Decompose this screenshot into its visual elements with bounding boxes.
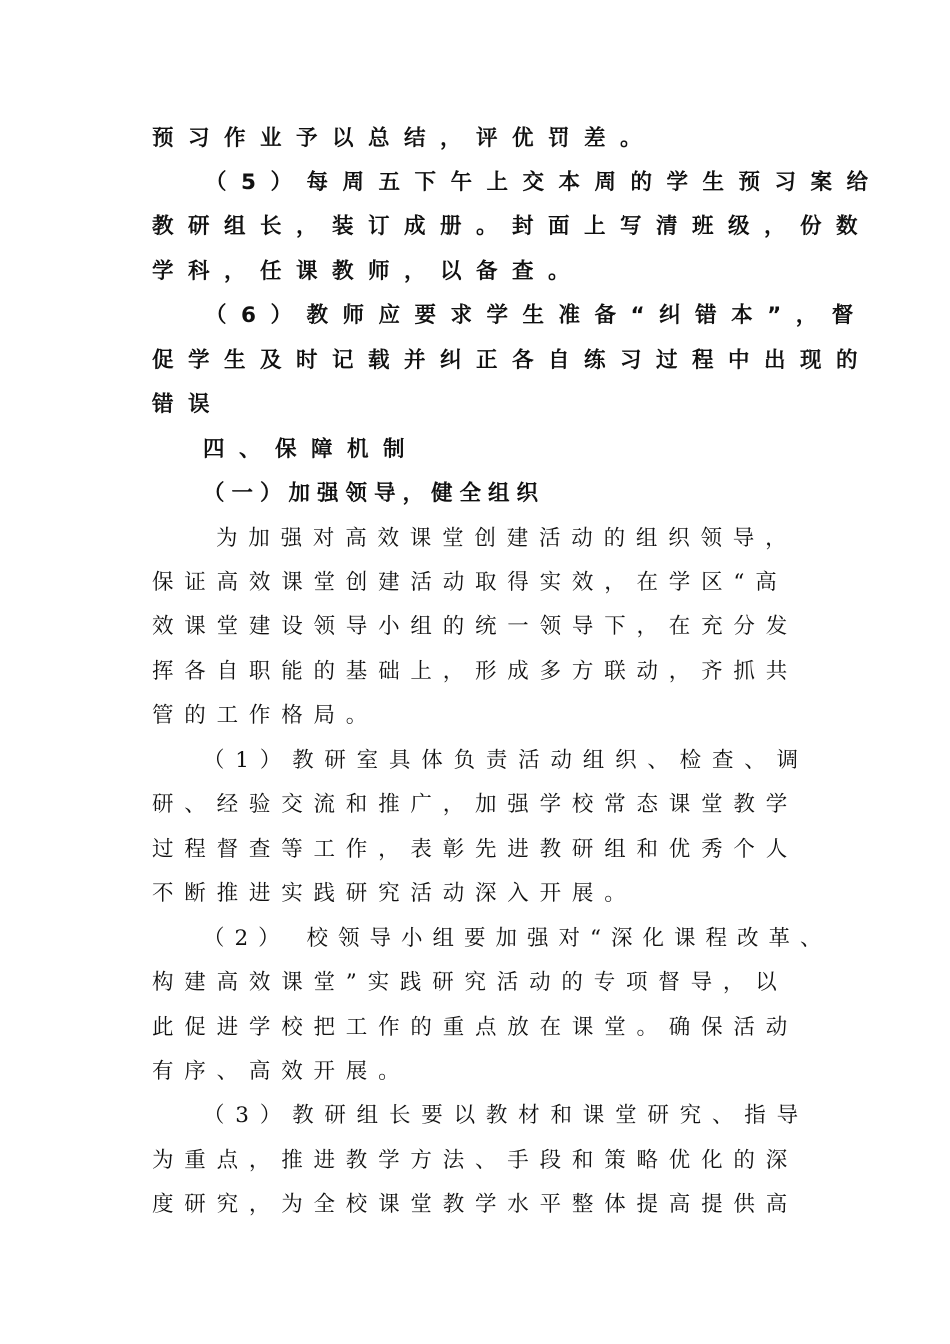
text-line: 构建高效课堂”实践研究活动的专项督导，以	[152, 970, 788, 995]
text-line: 为重点，推进教学方法、手段和策略优化的深	[152, 1148, 799, 1173]
text-line: 挥各自职能的基础上，形成多方联动，齐抓共	[152, 659, 799, 684]
text-line: 教研组长，装订成册。封面上写清班级，份数	[152, 214, 873, 239]
text-line: 促学生及时记载并纠正各自练习过程中出现的	[152, 348, 873, 373]
text-line: 保证高效课堂创建活动取得实效，在学区“高	[152, 570, 788, 595]
text-line: 预习作业予以总结，评优罚差。	[152, 126, 657, 151]
text-line: 管的工作格局。	[152, 703, 379, 728]
text-line: 错误	[152, 392, 225, 417]
text-line: 效课堂建设领导小组的统一领导下，在充分发	[152, 614, 799, 639]
text-line: （2） 校领导小组要加强对“深化课程改革、	[203, 926, 832, 951]
text-line: （3）教研组长要以教材和课堂研究、指导	[203, 1103, 809, 1128]
section-heading: 四、保障机制	[203, 437, 420, 462]
text-line: （5）每周五下午上交本周的学生预习案给	[205, 170, 883, 195]
text-line: 度研究，为全校课堂教学水平整体提高提供高	[152, 1192, 799, 1217]
text-line: 有序、高效开展。	[152, 1059, 411, 1084]
text-line: （6）教师应要求学生准备“纠错本”，督	[205, 303, 868, 328]
text-line: （1）教研室具体负责活动组织、检查、调	[203, 748, 809, 773]
text-line: 不断推进实践研究活动深入开展。	[152, 881, 637, 906]
text-line: 过程督查等工作，表彰先进教研组和优秀个人	[152, 837, 799, 862]
subsection-heading: （一）加强领导，健全组织	[203, 481, 546, 506]
text-line: 学科，任课教师，以备查。	[152, 259, 585, 284]
text-line: 为加强对高效课堂创建活动的组织领导，	[216, 526, 798, 551]
text-line: 此促进学校把工作的重点放在课堂。确保活动	[152, 1015, 799, 1040]
text-line: 研、经验交流和推广，加强学校常态课堂教学	[152, 792, 799, 817]
